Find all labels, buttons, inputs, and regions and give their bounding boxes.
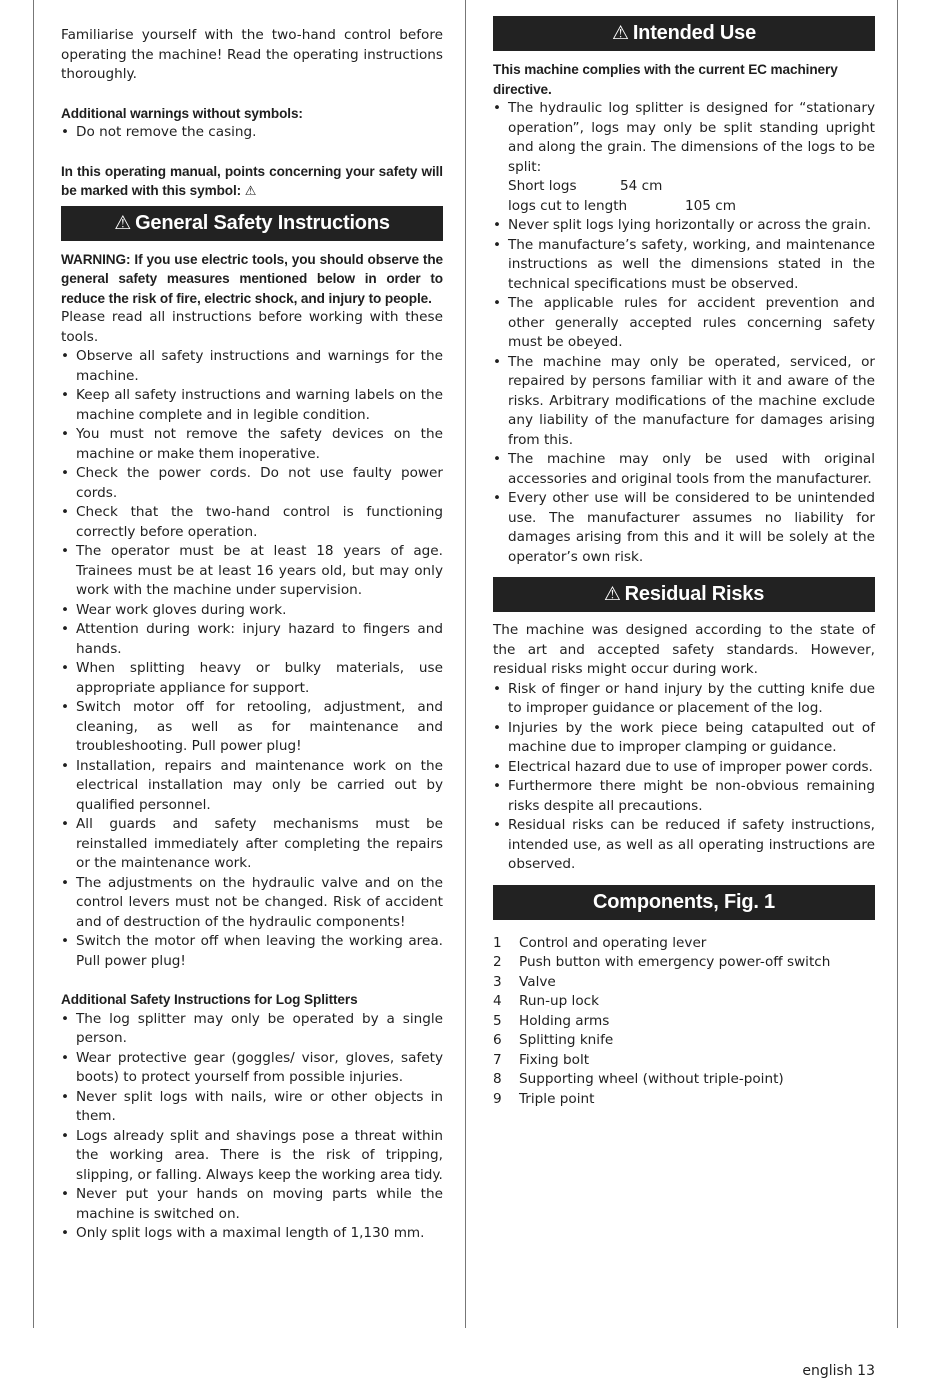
component-number: 3 xyxy=(493,973,502,990)
safety-symbol-note: In this operating manual, points concerning your safety will be marked with this symbol: ⚠ xyxy=(61,163,443,199)
component-number: 5 xyxy=(493,1012,502,1029)
section-title: Intended Use xyxy=(632,22,757,44)
list-item: • Electrical hazard due to use of improper power cords. xyxy=(493,758,875,778)
additional-warnings-list xyxy=(61,123,443,143)
component-label: Supporting wheel (without triple-point) xyxy=(519,1071,784,1087)
component-label: Fixing bolt xyxy=(519,1051,590,1068)
list-item: • Every other use will be considered to be unintended use. The manufacturer assumes no liability for damages arising from this and it will be solely at the operator’s own risk. xyxy=(493,489,875,567)
list-item: • Switch motor off for retooling, adjustment, and cleaning, as well as for maintenance and troubleshooting. Pull power plug! xyxy=(61,698,443,757)
page-footer: english 13 xyxy=(802,1363,875,1379)
list-item: • Attention during work: injury hazard to fingers and hands. xyxy=(61,620,443,659)
component-item xyxy=(493,1012,875,1032)
component-label: Splitting knife xyxy=(519,1032,614,1048)
list-item: • Only split logs with a maximal length of 1,130 mm. xyxy=(61,1224,443,1244)
read-all-paragraph: Please read all instructions before working with these tools. xyxy=(61,309,443,345)
intended-use-list xyxy=(493,216,875,567)
additional-warnings-heading: Additional warnings without symbols: xyxy=(61,105,303,121)
residual-risks-header xyxy=(493,577,875,612)
section-title: General Safety Instructions xyxy=(135,211,390,234)
component-label: Holding arms xyxy=(519,1012,610,1029)
warning-triangle-icon: ⚠ xyxy=(611,22,629,44)
log-splitter-heading: Additional Safety Instructions for Log Splitters xyxy=(61,992,358,1007)
list-item: • The operator must be at least 18 years of age. Trainees must be at least 16 years old, but may only work with the machine under supervision. xyxy=(61,542,443,601)
component-item xyxy=(493,973,875,993)
intended-use-list-first xyxy=(493,99,875,177)
component-label: Push button with emergency power-off switch xyxy=(519,954,831,970)
list-item: • The manufacture’s safety, working, and maintenance instructions as well the dimensions stated in the technical specifications must be observed. xyxy=(493,236,875,295)
components-list xyxy=(493,934,875,1110)
list-item: • Residual risks can be reduced if safety instructions, intended use, as well as all operating instructions are observed. xyxy=(493,816,875,875)
list-item: • Injuries by the work piece being catapulted out of machine due to improper clamping or guidance. xyxy=(493,719,875,758)
component-item xyxy=(493,1090,875,1110)
warning-triangle-icon: ⚠ xyxy=(603,583,621,605)
component-item xyxy=(493,992,875,1012)
list-item: • All guards and safety mechanisms must be reinstalled immediately after completing the repairs or the maintenance work. xyxy=(61,815,443,874)
component-label: Triple point xyxy=(519,1090,595,1107)
list-item: • The machine may only be used with original accessories and original tools from the manufacturer. xyxy=(493,450,875,489)
warning-paragraph: WARNING: If you use electric tools, you should observe the general safety measures mentioned below in order to reduce the risk of fire, electric shock, and injury to people. xyxy=(61,251,443,306)
component-number: 2 xyxy=(493,954,502,970)
residual-intro: The machine was designed according to the state of the art and accepted safety standards. However, residual risks might occur during work. xyxy=(493,622,875,677)
intended-use-header xyxy=(493,16,875,51)
list-item: • Never split logs with nails, wire or other objects in them. xyxy=(61,1088,443,1127)
component-item xyxy=(493,1051,875,1071)
residual-risks-list xyxy=(493,680,875,875)
list-item: • Installation, repairs and maintenance work on the electrical installation may only be carried out by qualified personnel. xyxy=(61,757,443,816)
log-splitter-list xyxy=(61,1010,443,1244)
list-item: • Wear protective gear (goggles/ visor, gloves, safety boots) to protect yourself from possible injuries. xyxy=(61,1049,443,1088)
list-item: • The adjustments on the hydraulic valve and on the control levers must not be changed. Risk of accident and of destruction of the hydraulic components! xyxy=(61,874,443,933)
list-item: • You must not remove the safety devices on the machine or make them inoperative. xyxy=(61,425,443,464)
component-number: 1 xyxy=(493,934,502,951)
list-item: • Logs already split and shavings pose a threat within the working area. There is the risk of tripping, slipping, or falling. Always keep the working area tidy. xyxy=(61,1127,443,1186)
component-number: 6 xyxy=(493,1032,502,1048)
component-number: 9 xyxy=(493,1090,502,1107)
component-label: Run-up lock xyxy=(519,993,599,1009)
list-item: • Switch the motor off when leaving the working area. Pull power plug! xyxy=(61,932,443,971)
component-label: Valve xyxy=(519,973,556,990)
component-number: 4 xyxy=(493,993,502,1009)
list-item: • Keep all safety instructions and warning labels on the machine complete and in legible condition. xyxy=(61,386,443,425)
list-item: • Furthermore there might be non-obvious remaining risks despite all precautions. xyxy=(493,777,875,816)
left-margin-rule xyxy=(33,0,34,1328)
list-item: • Do not remove the casing. xyxy=(61,123,443,143)
column-divider-rule xyxy=(465,0,466,1328)
components-header xyxy=(493,885,875,920)
list-item: • Observe all safety instructions and warnings for the machine. xyxy=(61,347,443,386)
list-item: • The log splitter may only be operated by a single person. xyxy=(61,1010,443,1049)
list-item: • Check the power cords. Do not use faulty power cords. xyxy=(61,464,443,503)
list-item: • Risk of finger or hand injury by the cutting knife due to improper guidance or placement of the log. xyxy=(493,680,875,719)
list-item: • Never split logs lying horizontally or across the grain. xyxy=(493,216,875,236)
list-item: • Wear work gloves during work. xyxy=(61,601,443,621)
list-item: • The machine may only be operated, serviced, or repaired by persons familiar with it and aware of the risks. Arbitrary modifications of the machine exclude any liability of the manufacture for damages arising from this. xyxy=(493,353,875,451)
component-label: Control and operating lever xyxy=(519,934,707,951)
list-item: • When splitting heavy or bulky materials, use appropriate appliance for support. xyxy=(61,659,443,698)
component-item xyxy=(493,934,875,954)
right-margin-rule xyxy=(897,0,898,1328)
component-number: 8 xyxy=(493,1071,502,1087)
section-title: Components, Fig. 1 xyxy=(593,890,775,913)
list-item: • Check that the two-hand control is functioning correctly before operation. xyxy=(61,503,443,542)
ec-note: This machine complies with the current EC machinery directive. xyxy=(493,62,838,97)
cut-logs-row: logs cut to length 105 cm xyxy=(508,197,736,214)
component-item xyxy=(493,1070,875,1090)
list-item: • Never put your hands on moving parts while the machine is switched on. xyxy=(61,1185,443,1224)
left-column xyxy=(61,26,443,1244)
list-item: • The applicable rules for accident prevention and other generally accepted rules concerning safety must be obeyed. xyxy=(493,294,875,353)
warning-triangle-icon: ⚠ xyxy=(114,211,132,234)
general-safety-list xyxy=(61,347,443,971)
general-safety-header xyxy=(61,206,443,241)
warning-triangle-icon: ⚠ xyxy=(244,184,257,199)
section-title: Residual Risks xyxy=(624,583,765,605)
intro-paragraph: Familiarise yourself with the two-hand control before operating the machine! Read the operating instructions thoroughly. xyxy=(61,27,443,82)
short-logs-row: Short logs 54 cm xyxy=(508,178,663,194)
list-item: • The hydraulic log splitter is designed for “stationary operation”, logs may only be split standing upright and along the grain. The dimensions of the logs to be split: xyxy=(493,99,875,177)
component-item xyxy=(493,1031,875,1051)
right-column xyxy=(493,16,875,1109)
component-number: 7 xyxy=(493,1051,502,1068)
component-item xyxy=(493,953,875,973)
